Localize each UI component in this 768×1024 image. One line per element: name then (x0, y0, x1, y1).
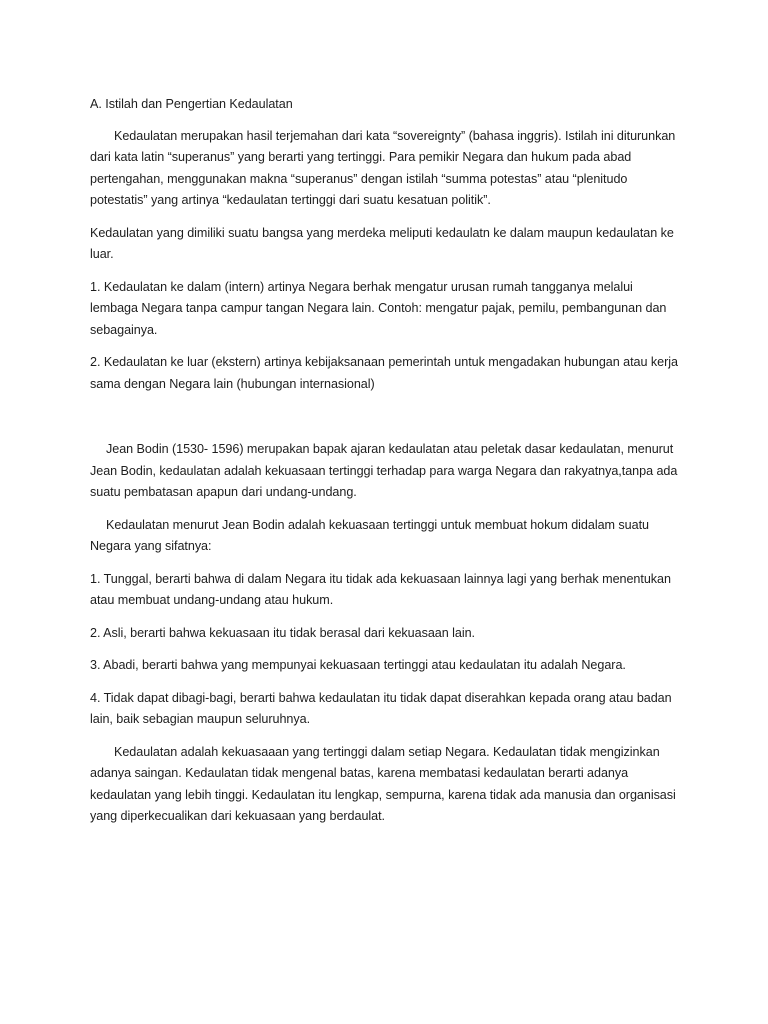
document-page (90, 94, 682, 828)
paragraph-jean-bodin: Jean Bodin (1530- 1596) merupakan bapak ajaran kedaulatan atau peletak dasar kedaulatan, menurut Jean Bodin, kedaulatan adalah kekuasaan tertinggi terhadap para warga Negara dan rakyatnya,tanpa ada suatu pembatasan apapun dari undang-undang. (90, 442, 678, 499)
list-item-internal-sovereignty: 1. Kedaulatan ke dalam (intern) artinya Negara berhak mengatur urusan rumah tangganya melalui lembaga Negara tanpa campur tangan Negara lain. Contoh: mengatur pajak, pemilu, pembangunan dan sebagainya. (90, 279, 667, 337)
paragraph-bodin-definition: Kedaulatan menurut Jean Bodin adalah kekuasaan tertinggi untuk membuat hokum didalam suatu Negara yang sifatnya: (90, 517, 649, 553)
paragraph-definition: Kedaulatan merupakan hasil terjemahan dari kata “sovereignty” (bahasa inggris). Istilah ini diturunkan dari kata latin “superanus” yang berarti yang tertinggi. Para pemikir Negara dan hukum pada abad pertengahan, menggunakan makna “superanus” dengan istilah “summa potestas” atau “plenitudo potestatis” yang artinya “kedaulatan tertinggi dari suatu kesatuan politik”. (90, 128, 676, 207)
list-item-tunggal: 1. Tunggal, berarti bahwa di dalam Negara itu tidak ada kekuasaan lainnya lagi yang berhak menentukan atau membuat undang-undang atau hukum. (90, 571, 671, 607)
list-item-tidak-dapat-dibagi: 4. Tidak dapat dibagi-bagi, berarti bahwa kedaulatan itu tidak dapat diserahkan kepada orang atau badan lain, baik sebagian maupun seluruhnya. (90, 690, 672, 726)
list-item-abadi: 3. Abadi, berarti bahwa yang mempunyai kekuasaan tertinggi atau kedaulatan itu adalah Negara. (90, 658, 626, 672)
list-item-external-sovereignty: 2. Kedaulatan ke luar (ekstern) artinya kebijaksanaan pemerintah untuk mengadakan hubungan atau kerja sama dengan Negara lain (hubungan internasional) (90, 355, 678, 391)
section-heading: A. Istilah dan Pengertian Kedaulatan (90, 97, 293, 111)
paragraph-sovereignty-scope: Kedaulatan yang dimiliki suatu bangsa yang merdeka meliputi kedaulatn ke dalam maupun kedaulatan ke luar. (90, 225, 674, 261)
paragraph-conclusion: Kedaulatan adalah kekuasaaan yang tertinggi dalam setiap Negara. Kedaulatan tidak mengizinkan adanya saingan. Kedaulatan tidak mengenal batas, karena membatasi kedaulatan berarti adanya kedaulatan yang lebih tinggi. Kedaulatan itu lengkap, sempurna, karena tidak ada manusia dan organisasi yang diperkecualikan dari kekuasaan yang berdaulat. (90, 744, 676, 823)
list-item-asli: 2. Asli, berarti bahwa kekuasaan itu tidak berasal dari kekuasaan lain. (90, 625, 475, 640)
